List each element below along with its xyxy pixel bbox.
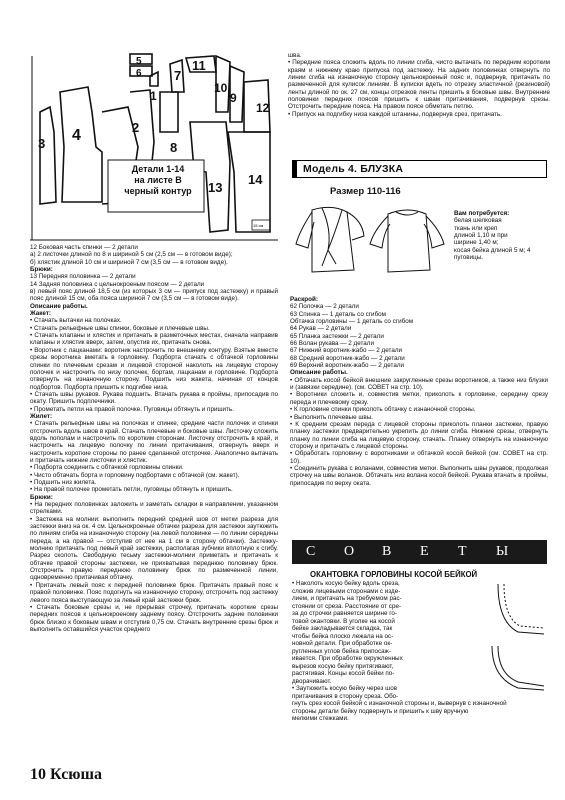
text-line: • Воротники сложить и, совместив метки, приколоть к горловине, середину срезу переда и плечевому срезу. (290, 391, 548, 406)
text-line: Жакет: (30, 310, 52, 318)
banner-letter: В (382, 544, 392, 559)
text-line: • Притачать левый пояс к передней половинке брюк. Притачать правый пояс к правой половинке. Пояс подогнуть на изнаночную сторону, отстрочить под застежку левого пояса выступающую за левый край застежки брюк. (30, 581, 278, 604)
right-column-top-text (288, 52, 550, 118)
magazine-name: Ксюша (50, 766, 103, 783)
text-line: • Застежка на молнии: выполнить передний средний шов от метки разреза для застежки вниз на ок. 4 см. Цельнокроеные обтачки разреза для застежки заутюжить по линиям сгиба на изнаночную сторону (на левой половинке — по линии середины переда, а на правой — отступив от нее на 1 см в сторону обтачки). Застежку-молнию притачать под левый край застежки, располагая зубчики вплотную к сгибу. Разрез сколоть. Свободную тесьму застежки-молнии приметать и притачать к обтачке правой стороны застежки, не прихватывая переднюю половинку брюк. Отстрочить правую переднюю половинку брюк по размеченной линии, одновременно притачивая обтачку. (30, 515, 278, 582)
tip-line: лием, и притачать на требуемом рас- (292, 595, 402, 602)
piece-label: 3 (38, 136, 46, 151)
text-line: в) левый пояс длиной 18,5 см (из которых 3 см — припуск под застежку) и правый пояс длиной 15 см, оба пояса шириной 7 см (3,5 см — в готовом виде). (30, 288, 278, 303)
materials-line: белая шелковая (454, 217, 502, 225)
materials-line: ткань или креп (454, 224, 498, 232)
piece-label: 10 (214, 81, 228, 95)
text-line: 67 Нижний воротник-жабо — 2 детали (290, 347, 403, 355)
text-line: б) хлястик длиной 10 см и шириной 7 см (3,5 см — в готовом виде). (30, 258, 228, 266)
banner-letter: Ы (496, 544, 509, 559)
pattern-layout-diagram (30, 52, 278, 242)
text-line: 14 Задняя половинка с цельнокроеным поясом — 2 детали (30, 280, 205, 288)
text-line: 64 Рукав — 2 детали (290, 325, 352, 333)
tip-line: чтобы бейка плоско лежала на ос- (292, 632, 394, 640)
text-line: • Соединить рукава с воланами, совместив метки. Выполнить швы рукавов, продолжая строчку на швы воланов. Обтачать низ волана косой бейкой. Рукава втачать в проймы, припосадив по верху оката. (290, 464, 548, 487)
text-line: • К горловине спинки приколоть обтачку с изнаночной стороны. (290, 406, 476, 414)
piece-label: 1 (150, 89, 157, 103)
text-line: • Стачать клапаны и хлястик и притачать в разметочных местах, сначала направив клапаны и хлястик вверх, затем, опустив их, притачать снова. (30, 332, 278, 347)
right-column-mid-text (290, 296, 548, 487)
page-number: 10 (30, 766, 46, 783)
text-line: 65 Планка застежки — 2 детали (290, 332, 384, 340)
text-line: шва. (288, 52, 302, 59)
model-title: Модель 4. БЛУЗКА (303, 163, 404, 175)
text-line: • Припуск на подгибку низа каждой штанины, подвернув срез, притачать. (288, 110, 503, 118)
text-line: Брюки: (30, 266, 53, 274)
piece-label: 9 (230, 91, 237, 105)
text-line: 62 Полочка — 2 детали (290, 303, 359, 311)
piece-label: 4 (72, 127, 81, 144)
blouse-illustration (292, 200, 452, 280)
piece-label: 8 (170, 140, 178, 155)
piece-label: 7 (174, 68, 182, 83)
scale-label: 15 см (253, 223, 264, 228)
details-line: на листе В (134, 175, 182, 185)
text-line: • Передние пояса сложить вдоль по линии сгиба, чисто вытачать по передним коротким краям и нижнему краю припуска под застежку. На задних половинках отвернуть по линии сгиба на изнаночную сторону цельнокроеный пояс и, подвернув, притачать по размеченной для кулисок линиям. В кулиски вдеть по отрезку эластичной (резиновой) ленты длиной по ок. 27 см, концы отрезков ленты пришить в боковые швы. Внутренние половинки передних поясов пришить к швам притачивания, подвернув срезы. Отстрочить передние пояса. На правом поясе обметать петлю. (288, 59, 550, 111)
tip-title: ОКАНТОВКА ГОРЛОВИНЫ КОСОЙ БЕЙКОЙ (310, 570, 478, 579)
text-line: • Воротник с лацканами: воротник настрочить по внешнему контуру. Взятые вместе срезы воротника вметать в горловину. Подборта стачать с обтачкой горловины спинки по плечевым срезам и лицевой стороной наколоть на лицевую сторону полочек и настрочить по низу полочек, бортам, лацканам и горловине. Подборта отвернуть на изнаночную сторону. Подшить низ жакета, начиная от концов подбортов. Подборта пришить к подгибке низа. (30, 346, 278, 391)
text-line: Обтачка горловины — 1 деталь со сгибом (290, 318, 414, 326)
tip-line: новной детали. При обработке ок- (292, 640, 393, 647)
text-line: Брюки: (30, 493, 53, 501)
text-line: 12 Боковая часть спинки — 2 детали (30, 244, 138, 251)
materials-line: длиной 1,10 м при (454, 232, 508, 240)
text-line: 69 Верхний воротник-жабо — 2 детали (290, 362, 405, 370)
tip-line: за до строчки равняется ширине го- (292, 610, 397, 617)
text-line: • Чисто обтачать борта и горловину подбортами с обтачкой (см. жакет). (30, 471, 240, 479)
details-box (110, 164, 206, 197)
text-line: • Подшить низ жилета. (30, 479, 97, 486)
tip-line: мелкими стежками. (292, 715, 349, 722)
details-line: черный контур (124, 186, 192, 196)
text-line: • Прометать петли на правой полочке. Пуговицы обтянуть и пришить. (30, 405, 234, 413)
banner-letter: О (344, 544, 355, 559)
tip-line: растягивая. Концы косой бейки по- (292, 670, 395, 677)
text-line: • Обтачать косой бейкой внешние закругленные срезы воротников, а также низ блузки и (завязки середине). (см. СОВЕТ на стр. 10). (290, 376, 548, 392)
tip-line: сложив лицевыми сторонами с изде- (292, 587, 401, 595)
tip-line: • Наколоть косую бейку вдоль среза, (292, 580, 400, 587)
text-line: • Стачать рельефные швы спинки, боковые и плечевые швы. (30, 324, 210, 332)
banner-letter: Т (458, 544, 467, 559)
piece-label: 5 (136, 56, 142, 67)
banner-letter: Е (420, 544, 429, 559)
text-line: • Стачать вытачки на полочках. (30, 317, 122, 325)
piece-label: 2 (132, 120, 140, 135)
text-line: • На передних половинках заложить и заметать складки в направлении, указанном стрелками. (30, 501, 278, 516)
tip-line: • Заутюжить косую бейку через шов (292, 685, 398, 692)
text-line: Описание работы. (290, 369, 348, 377)
model-size: Размер 110-116 (330, 186, 401, 197)
piece-label: 12 (256, 101, 270, 115)
model-header (292, 160, 547, 178)
tip-line: стоянии от среза. Расстояние от сре- (292, 602, 402, 610)
text-line: 66 Волан рукава — 2 детали (290, 340, 374, 348)
text-line: • Стачать рельефные швы на полочках и спинке, средние части полочек и спинки отстрочить вдоль швов в край. Стачать плечевые и боковые швы. Листочку сложить вдоль пополам и настрочить по коротким сторонам. Листочку отстрочить в край, и настрочить на лицевую полочку по линии притачивания, отвернуть вверх и настрочить короткие стороны по ранее сделанной отстрочке. Аналогично вытачать и притачать нижние листочки и хлястик. (30, 420, 278, 464)
banner-letter: С (306, 544, 316, 559)
piece-label: 11 (192, 58, 206, 73)
text-line: • Подборта соединить с обтачкой горловины спинки. (30, 464, 184, 472)
tip-line: товой окантовки. В уголке на косой (292, 617, 395, 625)
text-line: 68 Средний воротник-жабо — 2 детали (290, 354, 405, 362)
text-line: • Обработать горловину с воротниками и обтачкой косой бейкой (см. СОВЕТ на стр. 10). (290, 450, 548, 465)
text-line: • На правой полочке прометать петли, пуговицы обтянуть и пришить. (30, 486, 233, 494)
text-line: Жилет: (30, 412, 53, 420)
text-line: а) 2 листочки длиной по 8 и шириной 5 см (2,5 см — в готовом виде); (30, 251, 233, 259)
text-line: • К средним срезам переда с лицевой стороны приколоть планки застежки, правую планку застежки предварительно укрепить до линии сгиба. Нижние срезы, отвернуть планку по линии сгиба на лицевую сторону, стачать. Планку отвернуть на изнаночную сторону и притачать с лицевой стороны. (290, 420, 548, 450)
tip-line: дворачивают. (292, 677, 332, 685)
text-line: Раскрой: (290, 296, 318, 303)
tip-line: притачивания в сторону среза. Обо- (292, 692, 399, 700)
text-line: Описание работы. (30, 302, 88, 310)
materials-block (454, 210, 548, 261)
piece-label: 14 (248, 172, 263, 187)
details-line: Детали 1-14 (131, 164, 185, 174)
left-column-text (30, 244, 278, 633)
materials-title: Вам потребуется: (454, 210, 510, 217)
text-line: • Выполнить плечевые швы. (290, 413, 373, 421)
tip-line: ивается. При обработке окружленных (292, 655, 403, 662)
sovety-banner (292, 540, 547, 564)
piece-label: 13 (208, 180, 223, 195)
text-line: 13 Передняя половинка — 2 детали (30, 273, 136, 281)
tip-text (292, 580, 548, 723)
text-line: • Стачать швы рукавов. Рукава подшить. Втачать рукава в проймы, припосадив по окату. Пришить подплечники. (30, 390, 278, 406)
pattern-pieces-svg (30, 52, 278, 242)
text-line: • Стачать боковые срезы и, не прерывая строчку, притачать короткие срезы передних поясов к цельнокроеному заднему поясу. Отстрочить задние половинки брюк близко к боковым швам и отступив 0,75 см. Стачать внутренние срезы брюк и выполнить оставшийся участок среднего (30, 603, 278, 633)
tip-line: бейке закладывается складка, так (292, 625, 393, 632)
tip-line: вырезов косую бейку притягивают, (292, 662, 394, 670)
tip-line: гнуть срез косой бейкой с изнаночной стороны и, вывернув с изнаночной (292, 700, 507, 707)
page-footer (30, 766, 102, 784)
text-line: 63 Спинка — 1 деталь со сгибом (290, 310, 387, 318)
piece-label: 6 (136, 68, 142, 79)
tip-line: ругленных углов бейка припосаж- (292, 647, 391, 655)
tip-line: стороны детали бейку подвернуть и пришить к шву вручную (292, 707, 469, 715)
materials-line: ширине 1,40 м; (454, 239, 499, 247)
materials-line: косая бейка длиной 5 м; 4 пуговицы. (454, 246, 531, 262)
